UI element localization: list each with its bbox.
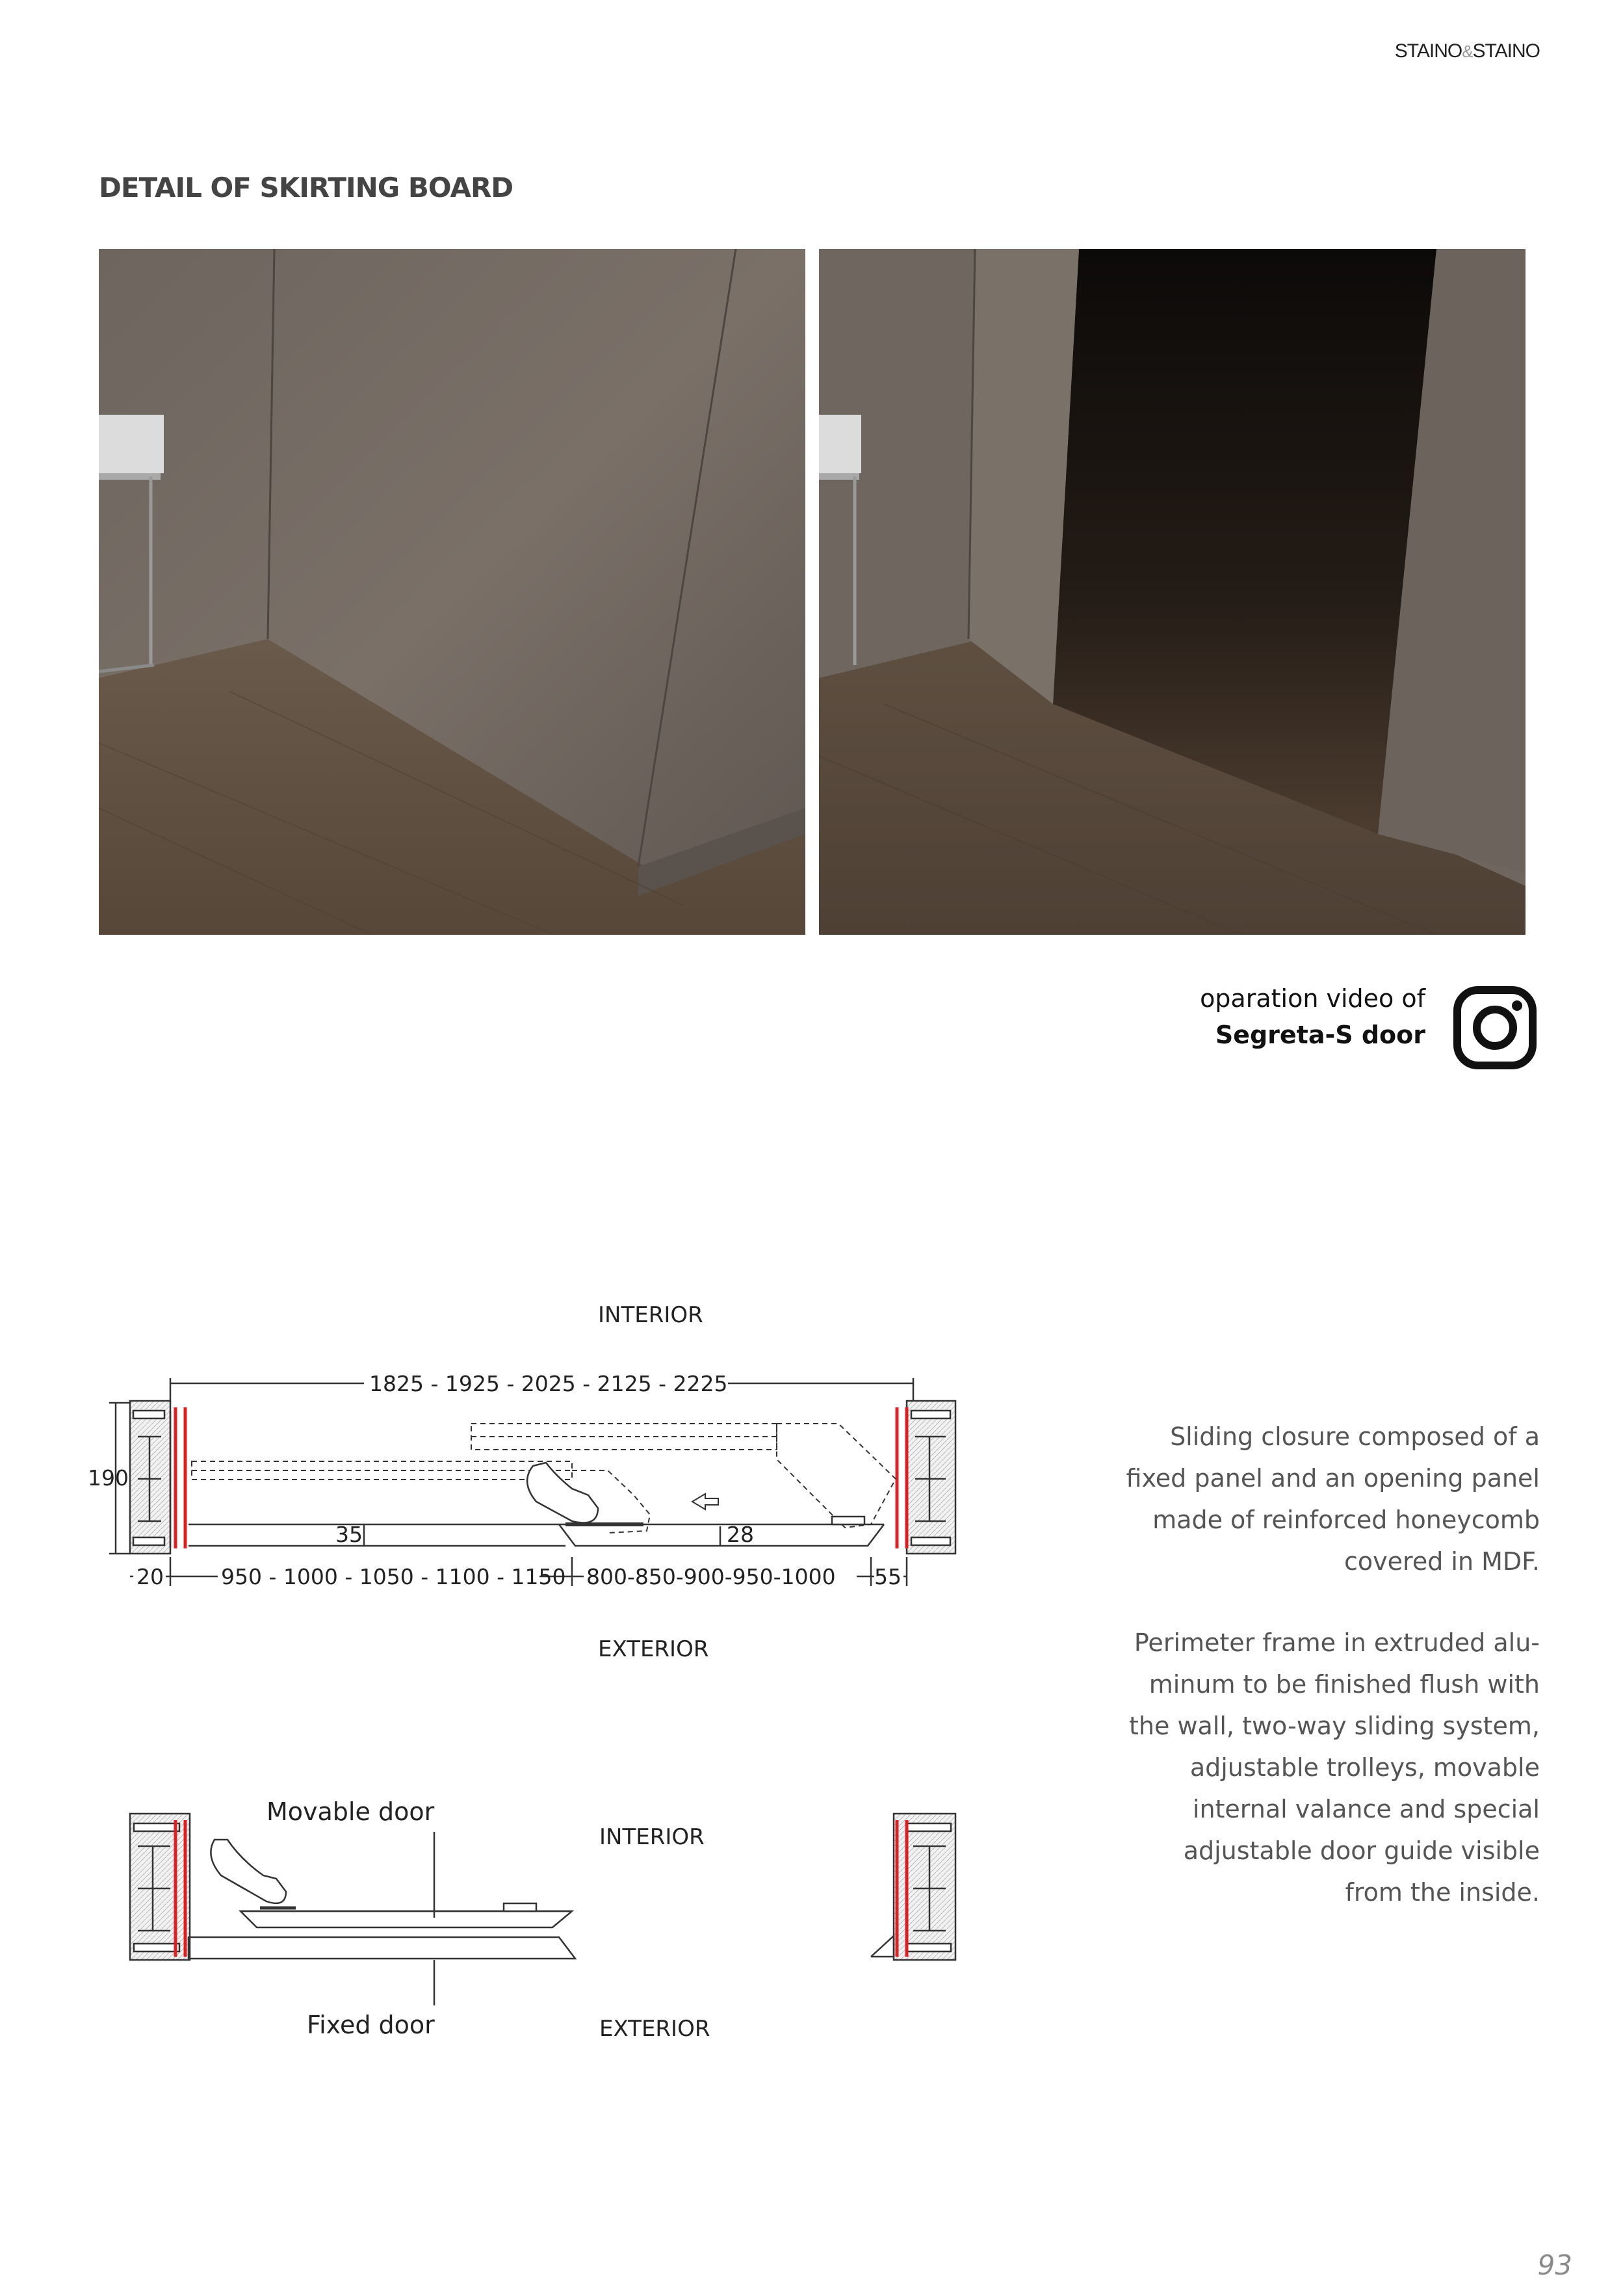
drawing2-interior-label: INTERIOR: [599, 1824, 705, 1850]
desc2-line: from the inside.: [1345, 1878, 1540, 1907]
desc2-line: minum to be finished flush with: [1149, 1670, 1540, 1699]
page-number: 93: [1537, 2249, 1572, 2281]
brand-amp: &: [1462, 42, 1473, 61]
desc1-line: made of reinforced honeycomb: [1152, 1506, 1540, 1534]
dim-fixed-widths: 950 - 1000 - 1050 - 1100 - 1150: [221, 1564, 566, 1589]
plan-drawing-top-labels: [88, 1302, 903, 1662]
desc2-line: adjustable door guide visible: [1183, 1836, 1540, 1865]
video-link-line2: Segreta-S door: [1215, 1021, 1425, 1049]
drawing2-exterior-label: EXTERIOR: [599, 2016, 710, 2042]
desc2-line: internal valance and special: [1192, 1795, 1540, 1823]
desc2-line: Perimeter frame in extruded alu-: [1134, 1628, 1540, 1657]
page-title: DETAIL OF SKIRTING BOARD: [99, 172, 513, 203]
plan-drawing-bottom: [130, 1814, 955, 2005]
label-movable-door: Movable door: [266, 1797, 435, 1826]
desc2-line: the wall, two-way sliding system,: [1129, 1712, 1540, 1740]
dim-28: 28: [727, 1522, 754, 1547]
desc1-line: covered in MDF.: [1344, 1547, 1540, 1576]
plan-drawing-bottom-labels: [266, 1797, 710, 2042]
dim-opening-widths: 800-850-900-950-1000: [586, 1564, 836, 1589]
dim-total-width: 1825 - 1925 - 2025 - 2125 - 2225: [369, 1371, 728, 1396]
dim-55: 55: [874, 1564, 902, 1589]
brand-right: STAINO: [1472, 40, 1540, 62]
description-paragraph-2: [1072, 1622, 1540, 1913]
desc1-line: Sliding closure composed of a: [1170, 1422, 1540, 1451]
desc1-line: fixed panel and an opening panel: [1126, 1464, 1540, 1493]
dim-20: 20: [136, 1564, 164, 1589]
label-fixed-door: Fixed door: [307, 2011, 435, 2039]
dim-35: 35: [335, 1522, 363, 1547]
dim-depth: 190: [88, 1465, 129, 1491]
plan-drawing-top: [109, 1378, 955, 1586]
video-link-line1: oparation video of: [1200, 984, 1425, 1013]
description-paragraph-1: [1072, 1416, 1540, 1582]
desc2-line: adjustable trolleys, movable: [1189, 1753, 1540, 1782]
brand-left: STAINO: [1394, 40, 1462, 62]
drawing1-exterior-label: EXTERIOR: [598, 1636, 709, 1662]
drawing1-interior-label: INTERIOR: [598, 1302, 703, 1328]
